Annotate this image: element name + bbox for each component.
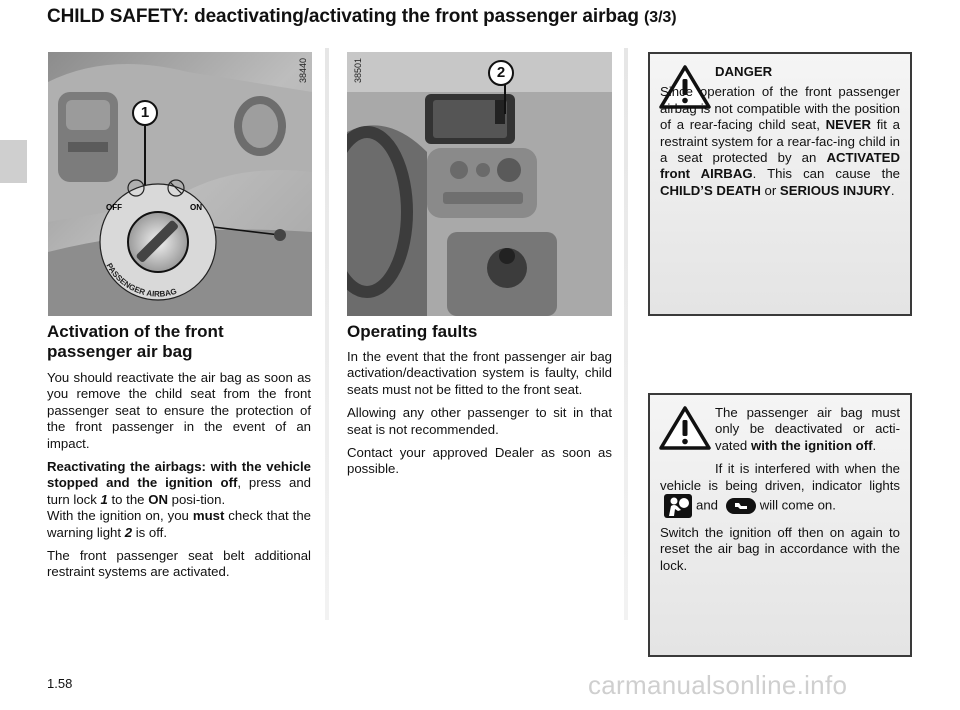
knob-label-on: ON [190,203,202,212]
info-paragraph-1: The passenger air bag must only be deactivated or acti-vated with the ignition off. [715,405,900,453]
image-reference-code: 38440 [298,58,308,84]
callout-2: 2 [488,60,514,86]
info-box [648,393,912,657]
column-divider [325,48,329,620]
activation-heading: Activation of the front passenger air bag [47,322,224,361]
activation-section [47,322,311,588]
airbag-warning-light-icon [664,494,692,518]
faults-section [347,322,612,485]
knob-label-off: OFF [106,203,122,212]
knob-ring-label: PASSENGER AIRBAG [104,261,178,299]
activation-bold-lead: Reactivating the airbags: with the vehicle stopped and the ignition off [47,459,311,491]
activation-paragraph-3: The front passenger seat belt additional restraint systems are activated. [47,548,311,580]
must-keyword: must [192,508,225,524]
activation-paragraph-2: Reactivating the airbags: with the vehicle stopped and the ignition off, press and turn lock 1 to the ON posi-tion. With the ignition on, you must check that the warning light 2 is off. [47,459,311,540]
on-keyword: ON [148,491,168,507]
chapter-tab [0,140,27,183]
page-number: 1.58 [47,676,73,691]
airbag-lock-photo [48,52,312,316]
dashboard-illustration [347,52,612,316]
image-reference-code: 38501 [353,58,363,84]
faults-paragraph-1: In the event that the front passenger air bag activation/deactivation system is faulty, child seats must not be fitted to the front seat. [347,349,612,397]
column-divider [624,48,628,620]
danger-heading: DANGER [715,64,773,79]
info-paragraph-2: If it is interfered with when the vehicle is being driven, indicator lights and will come on. [660,461,900,518]
faults-paragraph-3: Contact your approved Dealer as soon as possible. [347,445,612,477]
page-title [47,6,676,28]
danger-text [660,64,900,206]
danger-paragraph: Since operation of the front passenger airbag is not compatible with the position of a rear-facing child seat, NEVER fit a restraint system for a rear-fac-ing child in a seat protected by an ACTIVATED front AIRBAG. This can cause the CHILD’S DEATH or SERIOUS INJURY. [660,84,901,198]
callout-1: 1 [132,100,158,126]
airbag-lock-illustration [48,52,312,316]
danger-box [648,52,912,316]
activation-paragraph-1: You should reactivate the air bag as soon as you remove the child seat from the front passenger seat to ensure the protection of the front passenger in the event of an impact. [47,370,311,451]
info-text [660,405,900,581]
reference-2: 2 [124,524,133,540]
info-paragraph-3: Switch the ignition off then on again to reset the air bag in accordance with the lock. [660,525,900,573]
faults-paragraph-2: Allowing any other passenger to sit in that seat is not recommended. [347,405,612,437]
dashboard-photo [347,52,612,316]
reference-1: 1 [100,491,108,507]
page-title-suffix: (3/3) [644,9,677,26]
watermark: carmanualsonline.info [588,670,848,700]
airbag-off-indicator-icon [726,498,756,514]
faults-heading: Operating faults [347,322,478,341]
page-title-text: CHILD SAFETY: deactivating/activating the front passenger airbag [47,6,639,27]
